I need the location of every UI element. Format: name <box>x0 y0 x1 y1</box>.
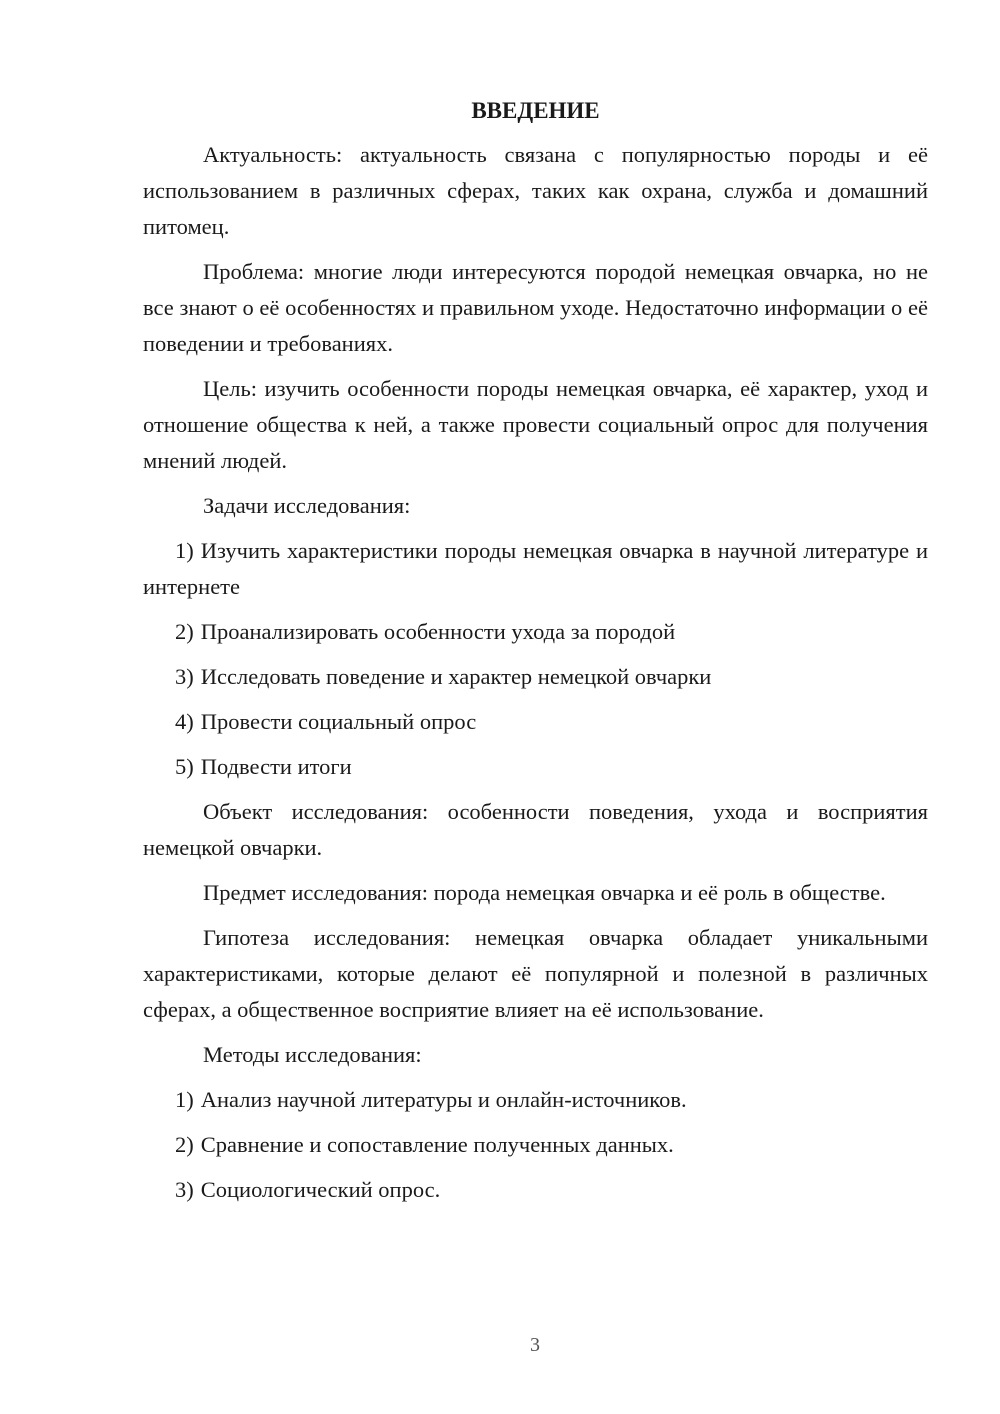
paragraph-problem: Проблема: многие люди интересуются породой немецкая овчарка, но не все знают о её особенностях и правильном уходе. Недостаточно информации о её поведении и требованиях. <box>143 259 928 356</box>
list-item-text: Изучить характеристики породы немецкая овчарка в научной литературе и интернете <box>143 538 928 599</box>
list-item-text: Социологический опрос. <box>200 1177 441 1202</box>
section-heading: ВВЕДЕНИЕ <box>471 98 600 123</box>
document-page <box>143 95 928 1217</box>
list-item-number: 4) <box>175 709 194 734</box>
list-item-number: 2) <box>175 619 194 644</box>
list-item <box>143 1082 928 1118</box>
list-item-number: 2) <box>175 1132 194 1157</box>
list-item-text: Провести социальный опрос <box>200 709 477 734</box>
list-item-number: 1) <box>175 538 194 563</box>
list-item-text: Анализ научной литературы и онлайн-источников. <box>200 1087 687 1112</box>
paragraph-hypothesis: Гипотеза исследования: немецкая овчарка обладает уникальными характеристиками, которые делают её популярной и полезной в различных сферах, а общественное восприятие влияет на её использование. <box>143 925 928 1022</box>
list-item-text: Проанализировать особенности ухода за породой <box>200 619 676 644</box>
list-item <box>143 1127 928 1163</box>
list-item-text: Подвести итоги <box>200 754 352 779</box>
list-item-number: 5) <box>175 754 194 779</box>
list-item <box>143 704 928 740</box>
list-item-text: Исследовать поведение и характер немецкой овчарки <box>200 664 712 689</box>
list-item <box>143 749 928 785</box>
paragraph-goal: Цель: изучить особенности породы немецкая овчарка, её характер, уход и отношение общества к ней, а также провести социальный опрос для получения мнений людей. <box>143 376 928 473</box>
paragraph-object: Объект исследования: особенности поведения, ухода и восприятия немецкой овчарки. <box>143 799 928 860</box>
list-item-number: 3) <box>175 1177 194 1202</box>
list-item-number: 1) <box>175 1087 194 1112</box>
tasks-list <box>143 533 928 785</box>
page-number: 3 <box>530 1334 540 1356</box>
methods-label: Методы исследования: <box>203 1042 422 1067</box>
list-item-number: 3) <box>175 664 194 689</box>
list-item <box>143 533 928 605</box>
list-item-text: Сравнение и сопоставление полученных данных. <box>200 1132 674 1157</box>
list-item <box>143 659 928 695</box>
methods-list <box>143 1082 928 1208</box>
paragraph-subject: Предмет исследования: порода немецкая овчарка и её роль в обществе. <box>203 880 886 905</box>
paragraph-relevance: Актуальность: актуальность связана с популярностью породы и её использованием в различных сферах, таких как охрана, служба и домашний питомец. <box>143 142 928 239</box>
list-item <box>143 1172 928 1208</box>
list-item <box>143 614 928 650</box>
tasks-label: Задачи исследования: <box>203 493 411 518</box>
